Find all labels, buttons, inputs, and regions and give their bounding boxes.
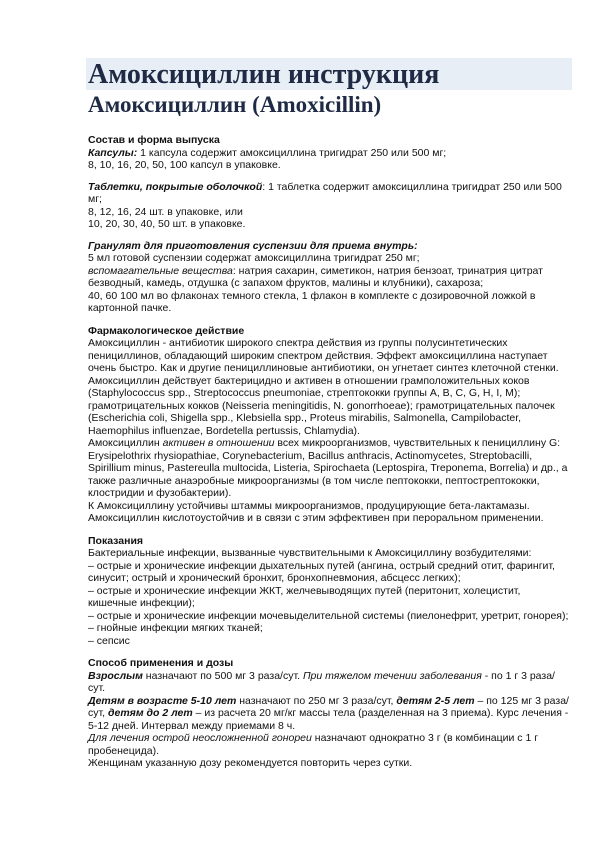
dosage-kid1-label: Детям в возрасте 5-10 лет — [88, 694, 237, 707]
dosage-kid3-label: детям до 2 лет — [107, 707, 193, 719]
capsules-label: Капсулы: — [88, 146, 138, 159]
pharmacology-p3-a: Амоксициллин — [88, 437, 163, 449]
capsules-pack: 8, 10, 16, 20, 50, 100 капсул в упаковке. — [88, 159, 281, 171]
tablets-label: Таблетки, покрытые оболочкой — [88, 180, 263, 193]
title-band — [86, 58, 572, 90]
dosage-adult-text: назначают по 500 мг 3 раза/сут. — [142, 669, 303, 682]
pharmacology-p3-b: всех микроорганизмов, чувствительных к пенициллину G: Erysipelothrix rhysiopathiae, Corynebacterium, Bacillus anthracis, Actinomycetes, Streptobacilli, Spirillium minus, Pastereulla multocida, Listeria, Spirochaeta (Leptospira, Treponema, Borrelia) и др., а также различные анаэробные микроорганизмы (в том числе пептококки, пептострептококки, клостридии и фузобактерии). — [88, 437, 568, 499]
dosage-adult-text-2: - по 1 г 3 раза/сут. — [88, 669, 555, 694]
composition-section — [88, 134, 570, 315]
pharmacology-title: Фармакологическое действие — [88, 324, 245, 337]
indication-item: – острые и хронические инфекции мочевыделительной системы (пиелонефрит, уретрит, гонорея); — [88, 609, 569, 622]
pharmacology-section — [88, 325, 570, 525]
dosage-gonorrhea-italic: Для лечения острой неосложненной гонореи — [88, 732, 312, 744]
dosage-kid2-text: – по 125 мг 3 раза/сут, — [88, 694, 569, 719]
tablets-pack-1: 8, 12, 16, 24 шт. в упаковке, или — [88, 205, 243, 218]
page-title: Амоксициллин инструкция — [88, 59, 440, 90]
granulate-aux-label: вспомагательные вещества — [88, 264, 233, 277]
pharmacology-p3-italic: активен в отношении — [162, 437, 275, 449]
indications-intro: Бактериальные инфекции, вызванные чувствительными к Амоксициллину возбудителями: — [88, 547, 532, 559]
tablets-pack-2: 10, 20, 30, 40, 50 шт. в упаковке. — [88, 218, 246, 230]
granulate-text: 5 мл готовой суспензии содержат амоксициллина тригидрат 250 мг; — [88, 252, 420, 264]
dosage-kid1-text: назначают по 250 мг 3 раза/сут, — [236, 694, 397, 707]
pharmacology-p2: Амоксициллин действует бактерицидно и активен в отношении грамположительных коков (Staphylococcus spp., Streptococcus pneumoniae, стрептококки группы A, B, C, G, H, I, M); грамотрицательных кокков (Neisseria meningitidis, N. gonorrhoeae); грамотрицательных палочек (Escherichia coli, Shigella spp., Klebsiella spp., Proteus mirabilis, Salmonella, Campilobacter, Haemophilus influenzae, Bordetella pertussis, Chlamydia). — [88, 374, 555, 437]
indication-item: – острые и хронические инфекции ЖКТ, желчевыводящих путей (перитонит, холецистит, кишечные инфекции); — [88, 584, 521, 609]
dosage-title: Способ применения и дозы — [88, 657, 234, 669]
granulate-aux — [88, 265, 570, 290]
pharmacology-p3 — [88, 437, 570, 500]
capsules-text: 1 капсула содержит амоксициллина тригидрат 250 или 500 мг; — [137, 146, 447, 159]
capsules-line — [88, 147, 570, 160]
dosage-gonorrhea — [88, 732, 570, 757]
pharmacology-p1: Амоксициллин - антибиотик широкого спектра действия из группы полусинтетических пенициллинов, обладающий широким спектром действия. Эффект амоксициллина наступает очень быстро. Как и другие пенициллиновые антибиотики, он угнетает синтез клеточной стенки. — [88, 337, 559, 374]
pharmacology-p5: Амоксициллин кислотоустойчив и в связи с этим эффективен при пероральном применении. — [88, 512, 544, 524]
tablets-line — [88, 181, 570, 206]
page-subtitle: Амоксициллин (Amoxicillin) — [88, 92, 382, 117]
dosage-adult-italic: При тяжелом течении заболевания — [302, 669, 482, 682]
pharmacology-p4: К Амоксициллину устойчивы штаммы микроорганизмов, продуцирующие бета-лактамазы. — [88, 499, 530, 512]
indication-item: – гнойные инфекции мягких тканей; — [88, 622, 263, 634]
granulate-aux-text: : натрия сахарин, симетикон, натрия бензоат, тринатрия цитрат безводный, камедь, отдушка (с запахом фруктов, малины и клубники), сахароза; — [88, 264, 543, 289]
dosage-adult-label: Взрослым — [88, 669, 143, 682]
indications-section — [88, 535, 570, 648]
indication-item: – острые и хронические инфекции дыхательных путей (ангина, острый средний отит, фарингит, синусит; острый и хронический бронхит, бронхопневмония, абсцесс легких); — [88, 559, 555, 584]
composition-title: Состав и форма выпуска — [88, 134, 220, 146]
tablets-text: : 1 таблетка содержит амоксициллина тригидрат 250 или 500 мг; — [88, 180, 562, 205]
dosage-section — [88, 657, 570, 770]
dosage-kid2-label: детям 2-5 лет — [396, 694, 475, 707]
dosage-women: Женщинам указанную дозу рекомендуется повторить через сутки. — [88, 757, 413, 769]
dosage-adults — [88, 670, 570, 695]
dosage-kid3-text: – из расчета 20 мг/кг массы тела (разделенная на 3 приема). Курс лечения - 5-12 дней. Интервал между приемами 8 ч. — [88, 707, 569, 732]
dosage-children — [88, 695, 570, 733]
indications-title: Показания — [88, 534, 144, 547]
granulate-label: Гранулят для приготовления суспензии для приема внутрь: — [88, 239, 418, 252]
indication-item: – сепсис — [88, 634, 130, 647]
dosage-gonorrhea-text: назначают однократно 3 г (в комбинации с 1 г пробенецида). — [88, 732, 539, 757]
granulate-pack: 40, 60 100 мл во флаконах темного стекла, 1 флакон в комплекте с дозировочной ложкой в картонной пачке. — [88, 289, 536, 314]
